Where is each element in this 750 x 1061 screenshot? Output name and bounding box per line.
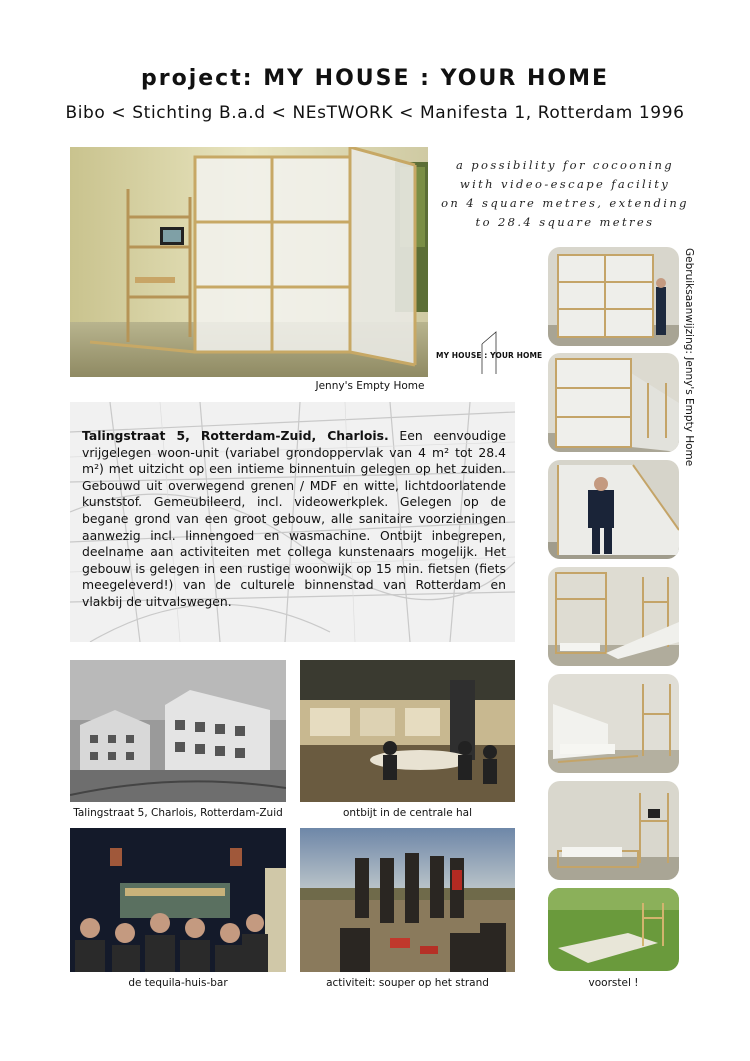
logo-text: MY HOUSE : YOUR HOME bbox=[436, 351, 543, 360]
photo-breakfast-caption: ontbijt in de centrale hal bbox=[343, 807, 472, 819]
page-subtitle: Bibo < Stichting B.a.d < NEsTWORK < Manifesta 1, Rotterdam 1996 bbox=[65, 103, 685, 123]
usage-instructions-label bbox=[683, 248, 699, 478]
photo-beach-caption: activiteit: souper op het strand bbox=[326, 977, 489, 989]
tagline-line: a possibility for cocooning bbox=[455, 158, 675, 172]
main-photo-jennys-empty-home bbox=[70, 147, 428, 377]
tagline bbox=[430, 156, 700, 232]
description-block bbox=[70, 402, 515, 642]
strip-photo-2 bbox=[548, 353, 679, 452]
description-body: Een eenvoudige vrijgelegen woon-unit (variabel grondoppervlak van 4 m² tot 28.4 m²) met uitzicht op een intieme binnentuin gelegen op het zuiden. Gebouwd uit overwegend grenen / MDF en witte, lichtdoorlatende kunststof. Gemeubileerd, incl. videowerkplek. Gelegen op de begane grond van een groot gebouw, alle sanitaire voorzieningen aanwezig incl. linnengoed en wasmachine. Ontbijt inbegrepen, deelname aan activiteiten met collega kunstenaars mogelijk. Het gebouw is gelegen in een rustige woonwijk op 15 min. fietsen (fiets meegeleverd!) van de culturele binnenstad van Rotterdam en vlakbij de uitvalswegen. bbox=[82, 428, 506, 609]
strip-last-caption: voorstel ! bbox=[588, 977, 639, 989]
strip-photo-7-proposal bbox=[548, 888, 679, 971]
photo-building bbox=[70, 660, 286, 802]
photo-beach-supper bbox=[300, 828, 515, 972]
tagline-line: with video-escape facility bbox=[459, 177, 671, 191]
photo-tequila-bar bbox=[70, 828, 286, 972]
strip-photo-4 bbox=[548, 567, 679, 666]
usage-instructions-text: Gebruiksaanwijzing: Jenny's Empty Home bbox=[683, 248, 695, 467]
photo-building-caption: Talingstraat 5, Charlois, Rotterdam-Zuid bbox=[73, 807, 283, 819]
main-photo-caption: Jenny's Empty Home bbox=[315, 380, 425, 392]
photo-bar-caption: de tequila-huis-bar bbox=[128, 977, 228, 989]
strip-photo-3 bbox=[548, 460, 679, 559]
photo-breakfast-hall bbox=[300, 660, 515, 802]
description-address: Talingstraat 5, Rotterdam-Zuid, Charlois. bbox=[82, 428, 389, 443]
project-logo bbox=[436, 330, 543, 376]
tagline-line: to 28.4 square metres bbox=[475, 215, 655, 229]
strip-photo-6 bbox=[548, 781, 679, 880]
strip-photo-1 bbox=[548, 247, 679, 346]
description-text bbox=[82, 428, 506, 611]
tagline-line: on 4 square metres, extending bbox=[441, 196, 689, 210]
page-title: project: MY HOUSE : YOUR HOME bbox=[141, 66, 609, 91]
strip-photo-5 bbox=[548, 674, 679, 773]
